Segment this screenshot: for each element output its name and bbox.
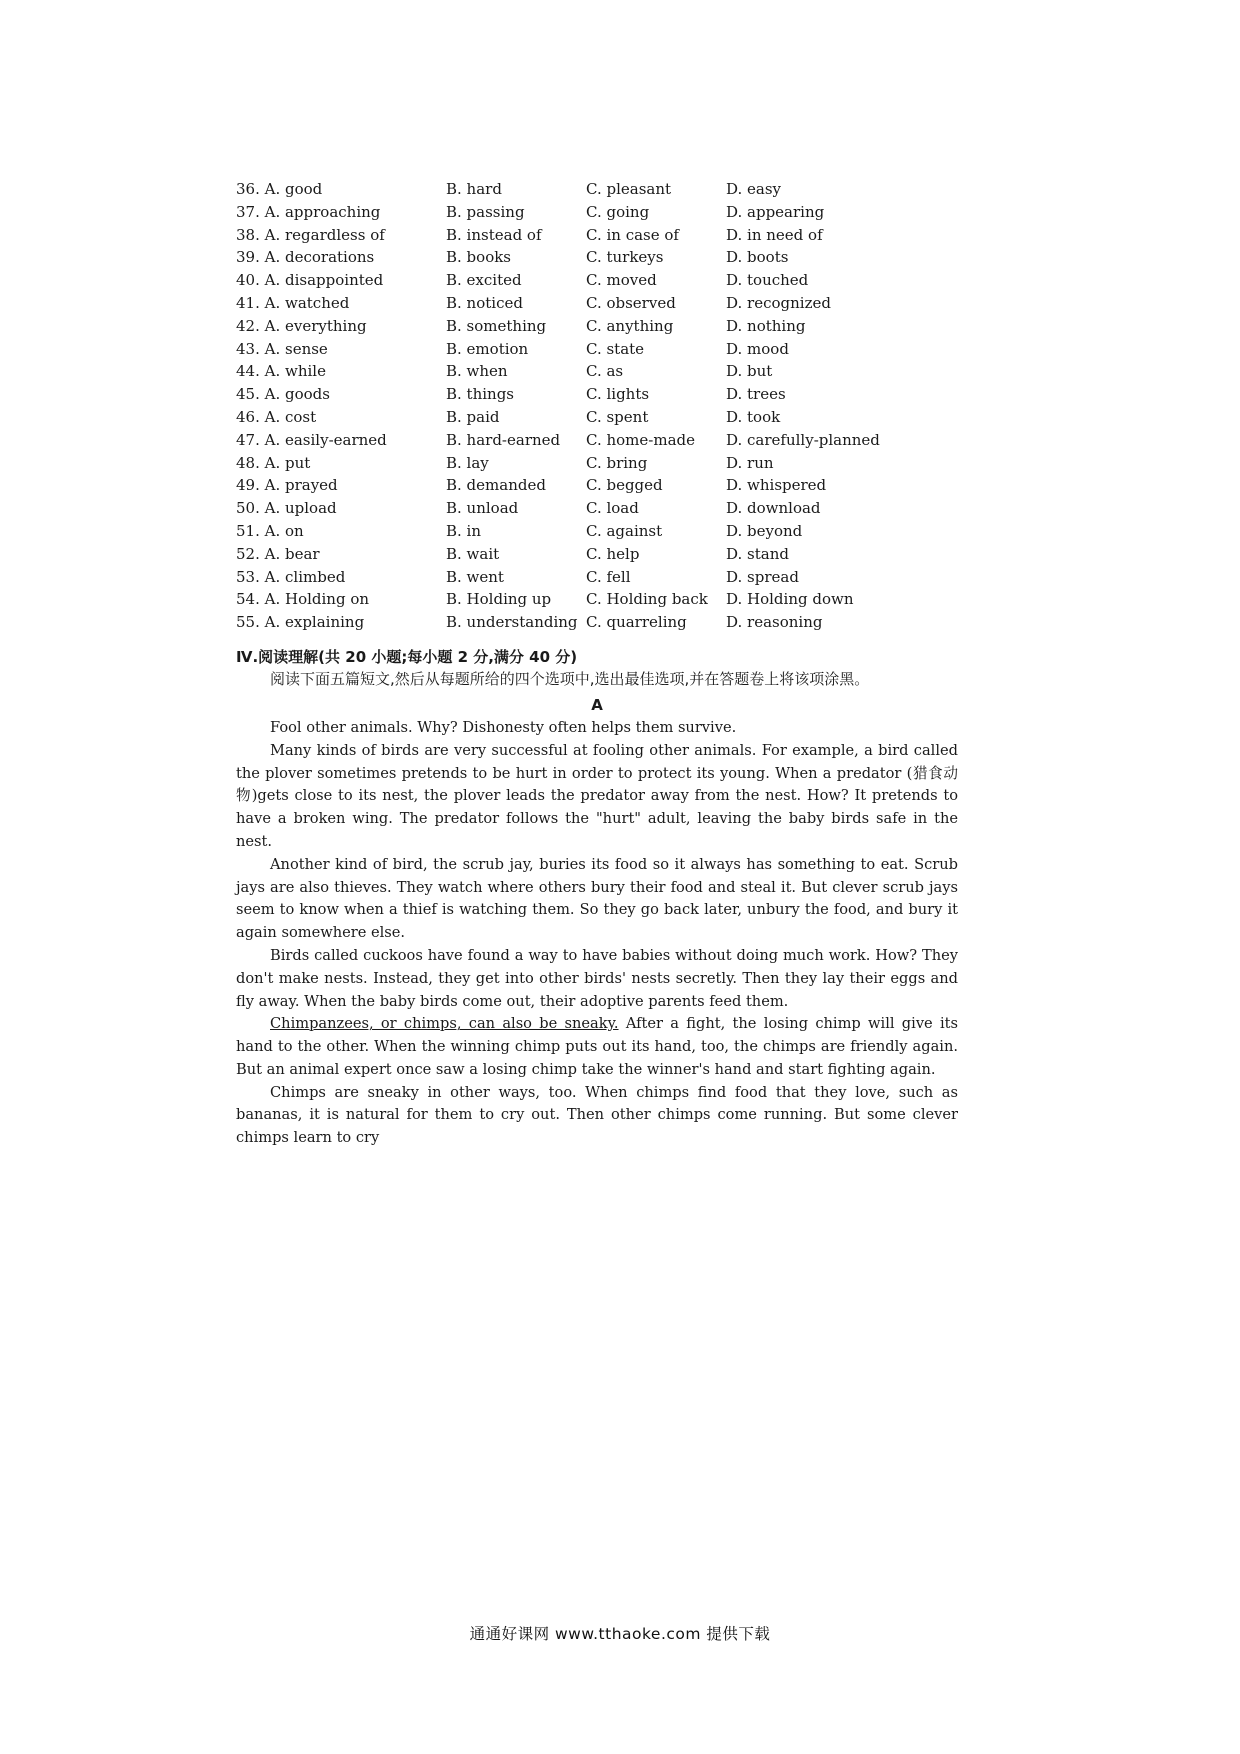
option-b: B. instead of — [446, 225, 542, 244]
option-d: D. but — [726, 362, 773, 381]
option-d: D. took — [726, 407, 781, 426]
option-c: C. moved — [586, 271, 657, 290]
option-d: D. trees — [726, 385, 786, 404]
option-row — [236, 474, 958, 497]
option-c: C. quarreling — [586, 613, 687, 632]
option-d: D. appearing — [726, 202, 825, 221]
option-row — [236, 315, 958, 338]
option-a: 51. A. on — [236, 521, 304, 540]
option-b: B. something — [446, 316, 547, 335]
option-a: 37. A. approaching — [236, 202, 381, 221]
option-c: C. Holding back — [586, 590, 708, 609]
passage-paragraph — [236, 1013, 958, 1081]
option-a: 53. A. climbed — [236, 567, 346, 586]
option-a: 43. A. sense — [236, 339, 328, 358]
option-a: 52. A. bear — [236, 544, 320, 563]
option-row — [236, 201, 958, 224]
option-c: C. begged — [586, 476, 663, 495]
option-d: D. whispered — [726, 476, 827, 495]
option-row — [236, 246, 958, 269]
option-c: C. spent — [586, 407, 649, 426]
option-a: 54. A. Holding on — [236, 590, 370, 609]
option-b: B. lay — [446, 453, 489, 472]
option-row — [236, 611, 958, 634]
option-a: 44. A. while — [236, 362, 326, 381]
option-a: 50. A. upload — [236, 499, 337, 518]
option-a: 36. A. good — [236, 180, 323, 198]
option-b: B. in — [446, 521, 482, 540]
option-a: 49. A. prayed — [236, 476, 338, 495]
option-c: C. load — [586, 499, 639, 518]
option-c: C. bring — [586, 453, 648, 472]
option-row — [236, 452, 958, 475]
option-d: D. nothing — [726, 316, 806, 335]
option-a: 39. A. decorations — [236, 248, 375, 267]
option-a: 48. A. put — [236, 453, 311, 472]
option-b: B. unload — [446, 499, 519, 518]
exam-page — [236, 178, 958, 1150]
option-row — [236, 406, 958, 429]
option-row — [236, 360, 958, 383]
option-c: C. as — [586, 362, 624, 381]
passage-paragraph: Fool other animals. Why? Dishonesty often helps them survive. — [270, 718, 737, 736]
option-b: B. when — [446, 362, 508, 381]
passage-paragraph: Birds called cuckoos have found a way to have babies without doing much work. How? They don't make nests. Instead, they get into other birds' nests secretly. Then they lay their eggs and fly away. When the baby birds come out, their adoptive parents feed them. — [236, 946, 958, 1010]
option-b: B. went — [446, 567, 504, 586]
option-d: D. carefully-planned — [726, 430, 880, 449]
option-d: D. easy — [726, 180, 782, 198]
option-row — [236, 178, 958, 201]
option-d: D. mood — [726, 339, 789, 358]
option-b: B. wait — [446, 544, 500, 563]
option-a: 47. A. easily-earned — [236, 430, 387, 449]
option-row — [236, 338, 958, 361]
option-d: D. spread — [726, 567, 799, 586]
option-b: B. demanded — [446, 476, 546, 495]
option-c: C. in case of — [586, 225, 679, 244]
option-a: 46. A. cost — [236, 407, 317, 426]
passage-paragraph: Many kinds of birds are very successful at fooling other animals. For example, a bird called the plover sometimes pretends to be hurt in order to protect its young. When a predator (猎食动物)gets close to its nest, the plover leads the predator away from the nest. How? It pretends to have a broken wing. The predator follows the "hurt" adult, leaving the baby birds safe in the nest. — [236, 741, 958, 850]
option-row — [236, 497, 958, 520]
option-b: B. passing — [446, 202, 525, 221]
option-d: D. in need of — [726, 225, 823, 244]
option-d: D. download — [726, 499, 821, 518]
option-d: D. Holding down — [726, 590, 854, 609]
option-b: B. emotion — [446, 339, 529, 358]
option-c: C. lights — [586, 385, 650, 404]
option-c: C. turkeys — [586, 248, 664, 267]
option-c: C. help — [586, 544, 640, 563]
option-c: C. pleasant — [586, 180, 672, 198]
option-a: 40. A. disappointed — [236, 271, 384, 290]
option-row — [236, 269, 958, 292]
option-b: B. books — [446, 248, 512, 267]
option-d: D. boots — [726, 248, 789, 267]
option-row — [236, 543, 958, 566]
option-b: B. noticed — [446, 293, 523, 312]
option-b: B. Holding up — [446, 590, 552, 609]
option-c: C. going — [586, 202, 650, 221]
option-row — [236, 588, 958, 611]
option-b: B. paid — [446, 407, 500, 426]
option-row — [236, 429, 958, 452]
option-a: 55. A. explaining — [236, 613, 365, 632]
option-c: C. against — [586, 521, 663, 540]
paragraph-text: After a fight, the losing chimp will give its hand to the other. When the winning chimp puts out its hand, too, the chimps are friendly again. But an animal expert once saw a losing chimp take the winner's hand and start fighting again. — [236, 1015, 959, 1078]
option-c: C. home-made — [586, 430, 695, 449]
answer-options-table — [236, 178, 958, 634]
option-c: C. anything — [586, 316, 674, 335]
passage-paragraph: Chimps are sneaky in other ways, too. When chimps find food that they love, such as bananas, it is natural for them to cry out. Then other chimps come running. But some clever chimps learn to cry — [236, 1083, 958, 1147]
option-b: B. excited — [446, 271, 522, 290]
footer-watermark: 通通好课网 www.tthaoke.com 提供下载 — [469, 1625, 771, 1643]
option-d: D. stand — [726, 544, 789, 563]
underlined-sentence: Chimpanzees, or chimps, can also be sneaky. — [270, 1015, 619, 1033]
option-d: D. touched — [726, 271, 809, 290]
option-c: C. state — [586, 339, 645, 358]
section-instructions: 阅读下面五篇短文,然后从每题所给的四个选项中,选出最佳选项,并在答题卷上将该项涂黑。 — [270, 669, 870, 688]
option-b: B. things — [446, 385, 515, 404]
option-row — [236, 383, 958, 406]
option-c: C. observed — [586, 293, 676, 312]
option-b: B. hard-earned — [446, 430, 561, 449]
option-a: 42. A. everything — [236, 316, 367, 335]
option-d: D. run — [726, 453, 774, 472]
option-a: 45. A. goods — [236, 385, 330, 404]
passage-label: A — [591, 695, 603, 714]
option-a: 41. A. watched — [236, 293, 350, 312]
option-row — [236, 224, 958, 247]
option-row — [236, 292, 958, 315]
option-a: 38. A. regardless of — [236, 225, 385, 244]
option-c: C. fell — [586, 567, 631, 586]
option-d: D. reasoning — [726, 613, 823, 632]
option-d: D. beyond — [726, 521, 803, 540]
option-row — [236, 566, 958, 589]
passage-paragraph: Another kind of bird, the scrub jay, buries its food so it always has something to eat. Scrub jays are also thieves. They watch where others bury their food and steal it. But clever scrub jays seem to know when a thief is watching them. So they go back later, unbury the food, and bury it again somewhere else. — [236, 855, 958, 942]
section-title: Ⅳ.阅读理解(共 20 小题;每小题 2 分,满分 40 分) — [236, 647, 578, 666]
option-b: B. understanding — [446, 613, 578, 632]
option-d: D. recognized — [726, 293, 831, 312]
option-b: B. hard — [446, 180, 502, 198]
option-row — [236, 520, 958, 543]
